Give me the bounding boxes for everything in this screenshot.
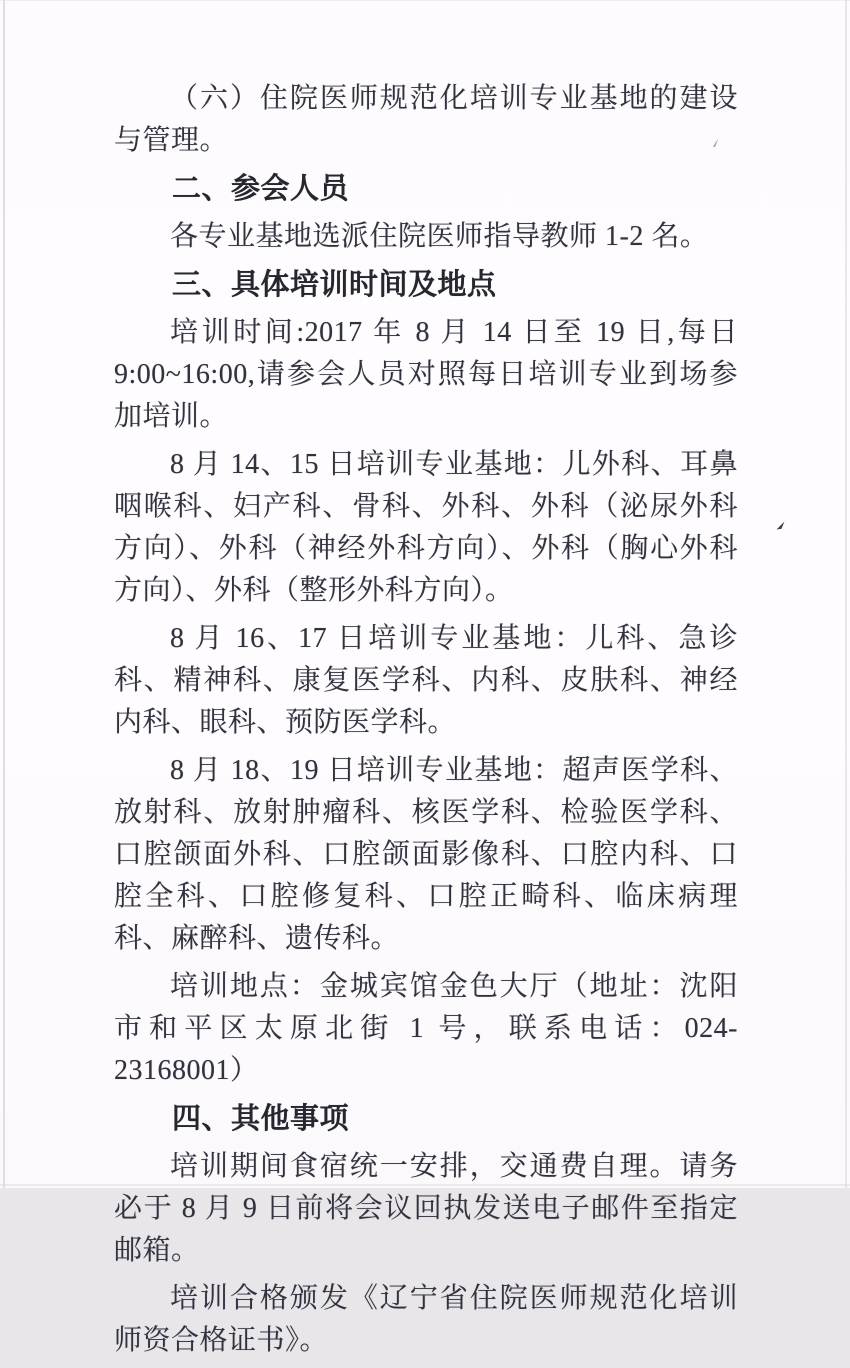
paragraph-attendees: 各专业基地选派住院医师指导教师 1-2 名。 (170, 221, 709, 252)
paragraph-aug-14-15-bases: 8 月 14、15 日培训专业基地：儿外科、耳鼻咽喉科、妇产科、骨科、外科、外科（泌尿外科方向）、外科（神经外科方向）、外科（胸心外科方向）、外科（整形外科方向）。 (114, 449, 738, 606)
section-heading-4-other: 四、其他事项 (172, 1103, 350, 1135)
paragraph-lodging-reply: 培训期间食宿统一安排，交通费自理。请务必于 8 月 9 日前将会议回执发送电子邮件至指定邮箱。 (114, 1151, 738, 1266)
paragraph-aug-18-19-bases: 8 月 18、19 日培训专业基地：超声医学科、放射科、放射肿瘤科、核医学科、检验医学科、口腔颌面外科、口腔颌面影像科、口腔内科、口腔全科、口腔修复科、口腔正畸科、临床病理科、麻醉科、遗传科。 (114, 755, 738, 954)
paragraph-training-location: 培训地点：金城宾馆金色大厅（地址：沈阳市和平区太原北街 1 号，联系电话：024-23168001） (114, 971, 738, 1086)
scan-speck (776, 521, 786, 529)
section-heading-2-attendees: 二、参会人员 (172, 173, 350, 205)
scan-edge-top (0, 0, 850, 1)
document-body (114, 78, 738, 1368)
paragraph-item-6-clause: （六）住院医师规范化培训专业基地的建设与管理。 (114, 83, 738, 156)
section-heading-3-time-place: 三、具体培训时间及地点 (172, 269, 497, 301)
paragraph-training-time: 培训时间:2017 年 8 月 14 日至 19 日,每日 9:00~16:00,请参会人员对照每日培训专业到场参加培训。 (114, 317, 738, 432)
paragraph-aug-16-17-bases: 8 月 16、17 日培训专业基地：儿科、急诊科、精神科、康复医学科、内科、皮肤科、神经内科、眼科、预防医学科。 (114, 623, 738, 738)
scan-edge-left (3, 0, 5, 1188)
scan-edge-right (845, 0, 847, 1188)
paragraph-certificate: 培训合格颁发《辽宁省住院医师规范化培训师资合格证书》。 (114, 1283, 738, 1356)
